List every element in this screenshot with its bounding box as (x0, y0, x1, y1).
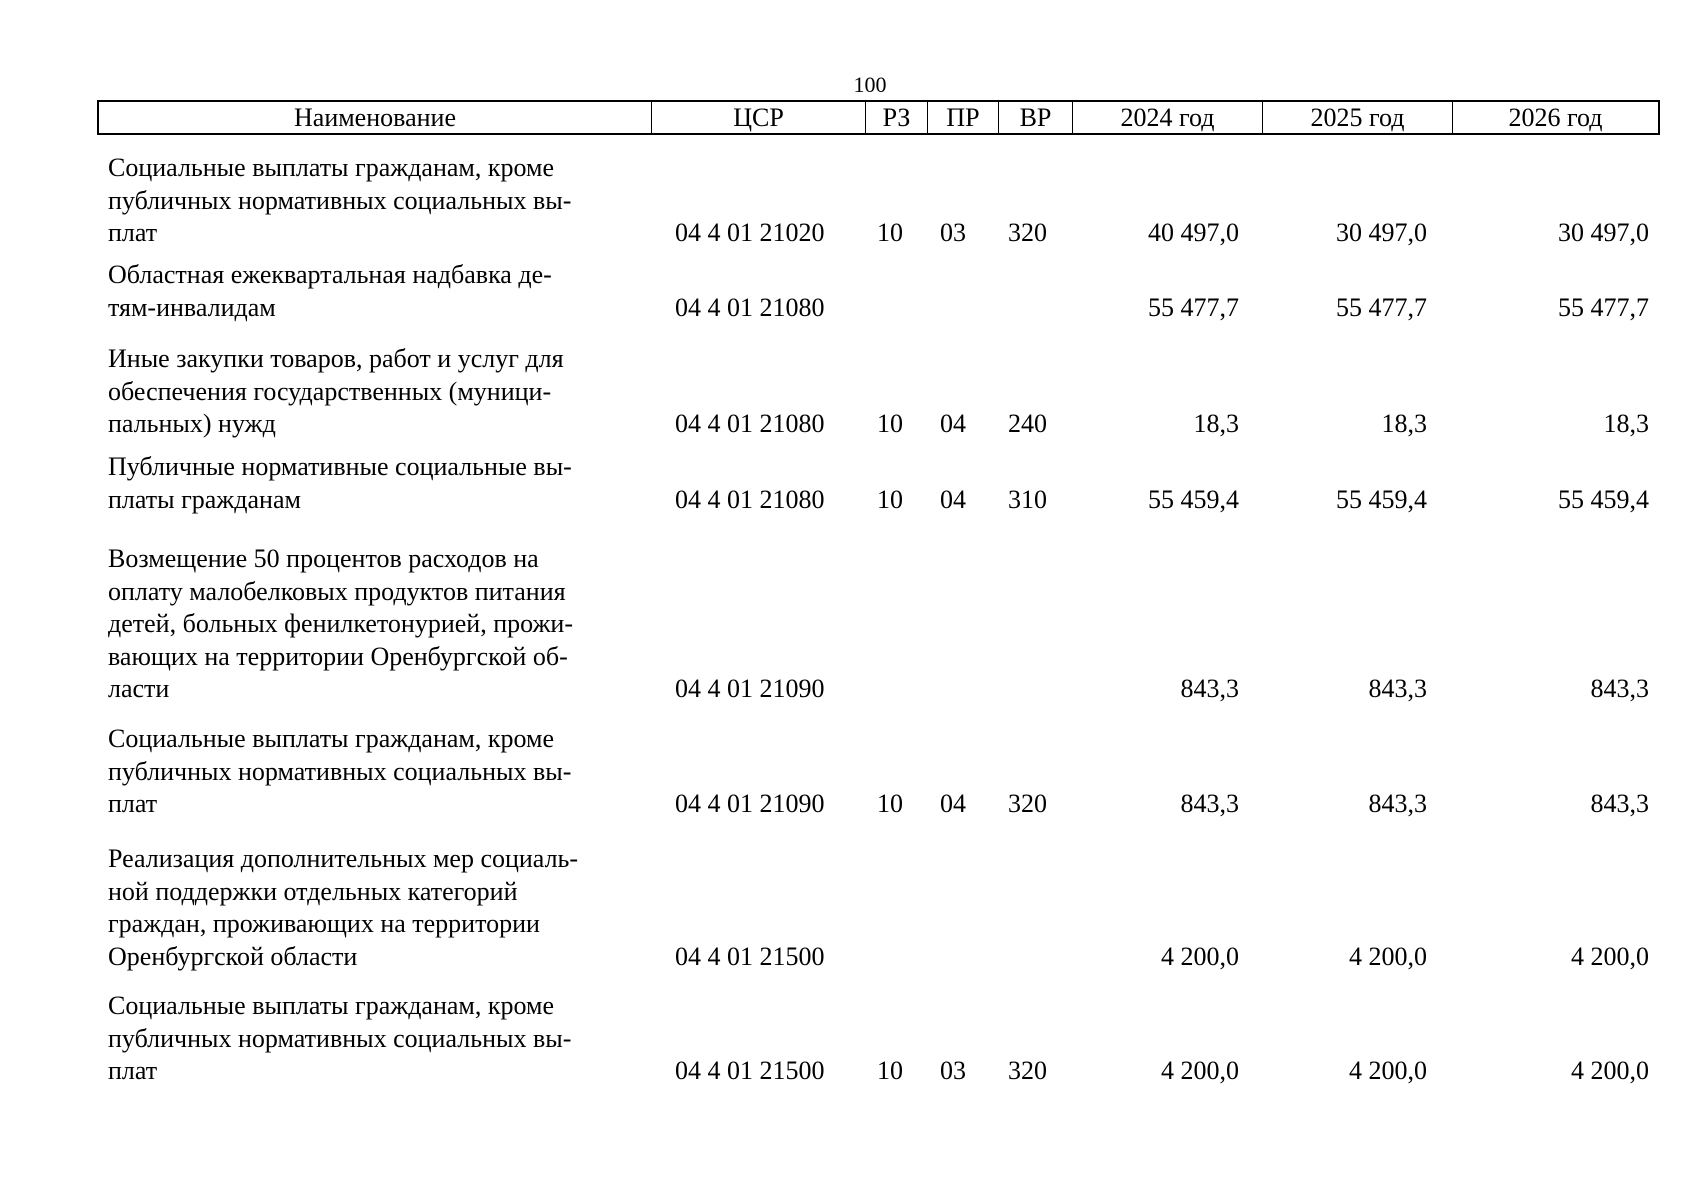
table-row (97, 543, 1660, 705)
table-row (97, 152, 1660, 249)
row-pr: 03 (940, 217, 966, 247)
row-name: Реализация дополнительных мер социаль- ной поддержки отдельных категорий граждан, проживающих на территории Оренбургской области (108, 844, 579, 971)
table-row (97, 723, 1660, 820)
row-value-2024: 18,3 (1193, 408, 1239, 438)
table-row (97, 259, 1660, 324)
row-value-2024: 55 459,4 (1148, 484, 1239, 514)
table-row (97, 843, 1660, 973)
row-value-2025: 55 459,4 (1336, 484, 1427, 514)
table-header (97, 100, 1660, 135)
row-value-2025: 843,3 (1368, 788, 1427, 818)
row-value-2026: 55 477,7 (1558, 292, 1649, 322)
row-name: Социальные выплаты гражданам, кроме публичных нормативных социальных вы- плат (108, 153, 572, 247)
header-2024: 2024 год (1073, 102, 1263, 133)
row-csr: 04 4 01 21080 (675, 292, 825, 322)
row-value-2025: 4 200,0 (1349, 941, 1427, 971)
row-csr: 04 4 01 21500 (675, 941, 825, 971)
page-number: 100 (853, 72, 887, 97)
row-csr: 04 4 01 21090 (675, 673, 825, 703)
row-vr: 240 (1008, 408, 1047, 438)
row-vr: 320 (1008, 788, 1047, 818)
row-vr: 320 (1008, 217, 1047, 247)
row-csr: 04 4 01 21090 (675, 788, 825, 818)
row-name: Социальные выплаты гражданам, кроме публичных нормативных социальных вы- плат (108, 724, 572, 818)
row-pr: 04 (940, 788, 966, 818)
row-name: Возмещение 50 процентов расходов на оплату малобелковых продуктов питания детей, больных фенилкетонурией, прожи- вающих на территории Оренбургской об- ласти (108, 544, 574, 703)
row-name: Областная ежеквартальная надбавка де- тям-инвалидам (108, 260, 552, 322)
header-2025: 2025 год (1263, 102, 1453, 133)
header-vr: ВР (999, 102, 1073, 133)
row-rz: 10 (877, 484, 903, 514)
row-pr: 04 (940, 484, 966, 514)
row-value-2026: 843,3 (1590, 788, 1649, 818)
row-csr: 04 4 01 21080 (675, 484, 825, 514)
row-name: Социальные выплаты гражданам, кроме публичных нормативных социальных вы- плат (108, 991, 572, 1085)
table-row (97, 990, 1660, 1087)
row-pr: 03 (940, 1055, 966, 1085)
row-value-2025: 843,3 (1368, 673, 1427, 703)
row-value-2024: 40 497,0 (1148, 217, 1239, 247)
row-value-2026: 30 497,0 (1558, 217, 1649, 247)
row-csr: 04 4 01 21500 (675, 1055, 825, 1085)
row-value-2024: 843,3 (1180, 788, 1239, 818)
row-rz: 10 (877, 788, 903, 818)
row-value-2025: 55 477,7 (1336, 292, 1427, 322)
row-value-2026: 4 200,0 (1571, 1055, 1649, 1085)
header-csr: ЦСР (652, 102, 866, 133)
row-value-2025: 4 200,0 (1349, 1055, 1427, 1085)
row-csr: 04 4 01 21080 (675, 408, 825, 438)
row-csr: 04 4 01 21020 (675, 217, 825, 247)
row-name: Иные закупки товаров, работ и услуг для обеспечения государственных (муници- пальных) нужд (108, 344, 564, 438)
header-pr: ПР (928, 102, 999, 133)
row-value-2026: 843,3 (1590, 673, 1649, 703)
row-value-2024: 55 477,7 (1148, 292, 1239, 322)
row-rz: 10 (877, 408, 903, 438)
row-value-2025: 30 497,0 (1336, 217, 1427, 247)
row-vr: 320 (1008, 1055, 1047, 1085)
row-value-2025: 18,3 (1381, 408, 1427, 438)
row-value-2024: 4 200,0 (1161, 941, 1239, 971)
row-value-2024: 843,3 (1180, 673, 1239, 703)
row-value-2026: 4 200,0 (1571, 941, 1649, 971)
header-name: Наименование (99, 102, 652, 133)
header-2026: 2026 год (1508, 103, 1603, 132)
row-value-2024: 4 200,0 (1161, 1055, 1239, 1085)
row-pr: 04 (940, 408, 966, 438)
table-row (97, 451, 1660, 516)
row-value-2026: 55 459,4 (1558, 484, 1649, 514)
row-rz: 10 (877, 217, 903, 247)
row-value-2026: 18,3 (1603, 408, 1649, 438)
row-name: Публичные нормативные социальные вы- платы гражданам (108, 452, 572, 514)
table-row (97, 343, 1660, 440)
row-vr: 310 (1008, 484, 1047, 514)
row-rz: 10 (877, 1055, 903, 1085)
header-rz: РЗ (866, 102, 928, 133)
